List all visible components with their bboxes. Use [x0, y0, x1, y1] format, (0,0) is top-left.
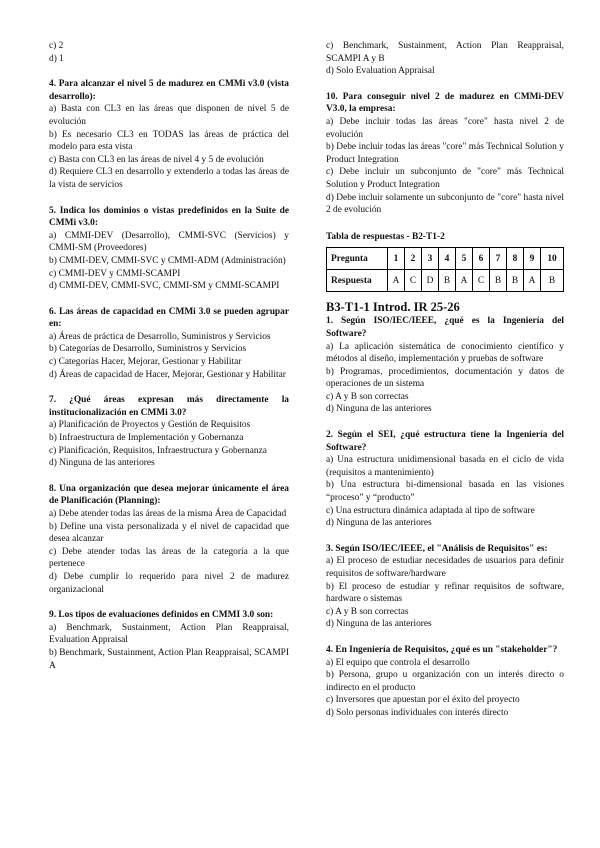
spacer	[326, 530, 564, 543]
answer-option: c) Basta con CL3 en las áreas de nivel 4 y 5 de evolución	[49, 154, 264, 165]
answer-option: b) Es necesario CL3 en TODAS las áreas de práctica del modelo para esta vista	[49, 129, 289, 153]
question-text: 9. Los tipos de evaluaciones definidos en CMMI 3.0 son:	[49, 610, 274, 621]
answer-option: b) Programas, procedimientos, documentación y datos de operaciones de un sistema	[326, 366, 564, 390]
spacer	[326, 78, 564, 91]
answer-option: c) Inversores que apuestan por el éxito del proyecto	[326, 695, 520, 706]
spacer	[49, 65, 289, 78]
answer-table-question-row	[327, 248, 564, 270]
answer-option: c) Benchmark, Sustainment, Action Plan Reappraisal, SCAMPI A y B	[326, 41, 564, 64]
question-number-cell: 8	[507, 248, 524, 270]
answer-cell: C	[473, 270, 490, 292]
answer-option: b) Infraestructura de Implementación y Gobernanza	[49, 433, 244, 444]
question-text: 7. ¿Qué áreas expresan más directamente la institucionalización en CMMi 3.0?	[49, 395, 289, 418]
answer-cell: B	[439, 270, 456, 292]
question-number-cell: 1	[388, 248, 405, 270]
spacer	[326, 416, 564, 429]
answer-option: a) El proceso de estudiar necesidades de usuarios para definir requisitos de software/hardware	[326, 556, 564, 579]
answer-option: c) Planificación, Requisitos, Infraestructura y Gobernanza	[49, 445, 267, 456]
question-number-cell: 2	[405, 248, 422, 270]
answer-option: d) Solo Evaluation Appraisal	[326, 66, 435, 77]
answer-option: c) Categorías Hacer, Mejorar, Gestionar y Habilitar	[49, 357, 242, 368]
answer-cell: A	[456, 270, 473, 292]
answer-table-row-label: Pregunta	[327, 248, 388, 270]
question-number-cell: 5	[456, 248, 473, 270]
answer-option: a) Benchmark, Sustainment, Action Plan Reappraisal, Evaluation Appraisal	[49, 622, 289, 646]
answer-option: a) El equipo que controla el desarrollo	[326, 657, 470, 668]
spacer	[49, 293, 289, 306]
right-column	[326, 40, 564, 720]
answer-option: a) Planificación de Proyectos y Gestión de Requisitos	[49, 420, 251, 431]
answer-table-caption: Tabla de respuestas - B2-T1-2	[326, 231, 445, 242]
right-top-block	[326, 40, 564, 217]
answer-option: d) Debe cumplir lo requerido para nivel 2 de madurez organizacional	[49, 571, 289, 595]
answer-option: b) Una estructura bi-dimensional basada en las visiones “proceso” y “producto”	[326, 480, 564, 504]
answer-option: d) 1	[49, 53, 64, 64]
answer-cell: B	[490, 270, 507, 292]
spacer	[49, 596, 289, 609]
answer-option: b) Define una vista personalizada y el nivel de capacidad que desea alcanzar	[49, 521, 289, 545]
answer-option: c) 2	[49, 41, 64, 51]
answer-table-answer-row	[327, 270, 564, 292]
answer-option: b) Debe incluir todas las áreas "core" más Technical Solution y Product Integration	[326, 142, 564, 165]
right-bottom-block	[326, 315, 564, 719]
section-title: B3-T1-1 Introd. IR 25-26	[326, 300, 460, 315]
answer-option: a) Áreas de práctica de Desarrollo, Suministros y Servicios	[49, 331, 271, 342]
answer-option: a) Debe atender todas las áreas de la misma Área de Capacidad	[49, 509, 287, 519]
question-number-cell: 7	[490, 248, 507, 270]
question-text: 5. Indica los dominios o vistas predefinidos en la Suite de CMMi v3.0:	[49, 205, 289, 229]
question-number-cell: 10	[541, 248, 564, 270]
question-number-cell: 4	[439, 248, 456, 270]
answer-option: d) Ninguna de las anteriores	[326, 518, 432, 529]
answer-option: b) Benchmark, Sustainment, Action Plan Reappraisal, SCAMPI A	[49, 647, 289, 671]
answer-option: a) Debe incluir todas las áreas "core" hasta nivel 2 de evolución	[326, 116, 564, 140]
answer-option: c) A y B son correctas	[326, 391, 409, 402]
answer-option: c) Debe atender todas las áreas de la categoría a la que pertenece	[49, 546, 289, 570]
answer-option: b) CMMI-DEV, CMMI-SVC y CMMI-ADM (Administración)	[49, 255, 286, 266]
question-number-cell: 9	[524, 248, 541, 270]
question-text: 10. Para conseguir nivel 2 de madurez en CMMi-DEV V3.0, la empresa:	[326, 91, 564, 115]
answer-option: d) Debe incluir solamente un subconjunto de "core" hasta nivel 2 de evolución	[326, 192, 564, 216]
answer-option: d) Áreas de capacidad de Hacer, Mejorar, Gestionar y Habilitar	[49, 369, 286, 380]
question-text: 6. Las áreas de capacidad en CMMi 3.0 se pueden agrupar en:	[49, 306, 289, 330]
spacer	[49, 192, 289, 205]
answer-option: b) Persona, grupo u organización con un interés directo o indirecto en el producto	[326, 670, 564, 693]
answer-table	[326, 247, 564, 292]
question-number-cell: 6	[473, 248, 490, 270]
answer-option: c) A y B son correctas	[326, 606, 409, 617]
answer-option: d) Requiere CL3 en desarrollo y extenderlo a todas las áreas de la vista de servicios	[49, 167, 289, 190]
question-number-cell: 3	[422, 248, 439, 270]
answer-option: d) Solo personas individuales con interés directo	[326, 707, 509, 718]
answer-cell: B	[507, 270, 524, 292]
question-text: 4. Para alcanzar el nivel 5 de madurez en CMMi v3.0 (vista desarrollo):	[49, 79, 289, 102]
answer-cell: A	[388, 270, 405, 292]
answer-option: a) CMMI-DEV (Desarrollo), CMMI-SVC (Servicios) y CMMI-SM (Proveedores)	[49, 230, 289, 254]
answer-cell: B	[541, 270, 564, 292]
left-column	[49, 40, 289, 672]
answer-option: b) Categorías de Desarrollo, Suministros y Servicios	[49, 344, 247, 355]
answer-table-row-label: Respuesta	[327, 270, 388, 292]
answer-option: a) Basta con CL3 en las áreas que disponen de nivel 5 de evolución	[49, 104, 289, 127]
answer-cell: C	[405, 270, 422, 292]
answer-option: b) El proceso de estudiar y refinar requisitos de software, hardware o sistemas	[326, 581, 564, 605]
spacer	[49, 381, 289, 394]
answer-option: a) La aplicación sistemática de conocimiento científico y métodos al diseño, implementación y pruebas de software	[326, 341, 564, 365]
question-text: 1. Según ISO/IEC/IEEE, ¿qué es la Ingeniería del Software?	[326, 316, 564, 339]
answer-cell: D	[422, 270, 439, 292]
answer-option: d) CMMI-DEV, CMMI-SVC, CMMI-SM y CMMI-SCAMPI	[49, 281, 280, 292]
question-text: 4. En Ingeniería de Requisitos, ¿qué es un "stakeholder"?	[326, 644, 558, 655]
answer-option: c) CMMI-DEV y CMMI-SCAMPI	[49, 268, 181, 279]
answer-option: c) Una estructura dinámica adaptada al tipo de software	[326, 505, 535, 516]
answer-option: d) Ninguna de las anteriores	[326, 619, 432, 630]
answer-option: c) Debe incluir un subconjunto de "core" más Technical Solution y Product Integration	[326, 167, 564, 190]
answer-option: a) Una estructura unidimensional basada en el ciclo de vida (requisitos a mantenimiento)	[326, 455, 564, 478]
answer-option: d) Ninguna de las anteriores	[326, 404, 432, 415]
question-text: 3. Según ISO/IEC/IEEE, el "Análisis de Requisitos" es:	[326, 543, 548, 554]
answer-cell: A	[524, 270, 541, 292]
answer-option: d) Ninguna de las anteriores	[49, 458, 155, 469]
question-text: 2. Según el SEI, ¿qué estructura tiene la Ingeniería del Software?	[326, 430, 564, 453]
spacer	[49, 470, 289, 483]
question-text: 8. Una organización que desea mejorar únicamente el área de Planificación (Planning):	[49, 483, 289, 507]
spacer	[326, 631, 564, 644]
